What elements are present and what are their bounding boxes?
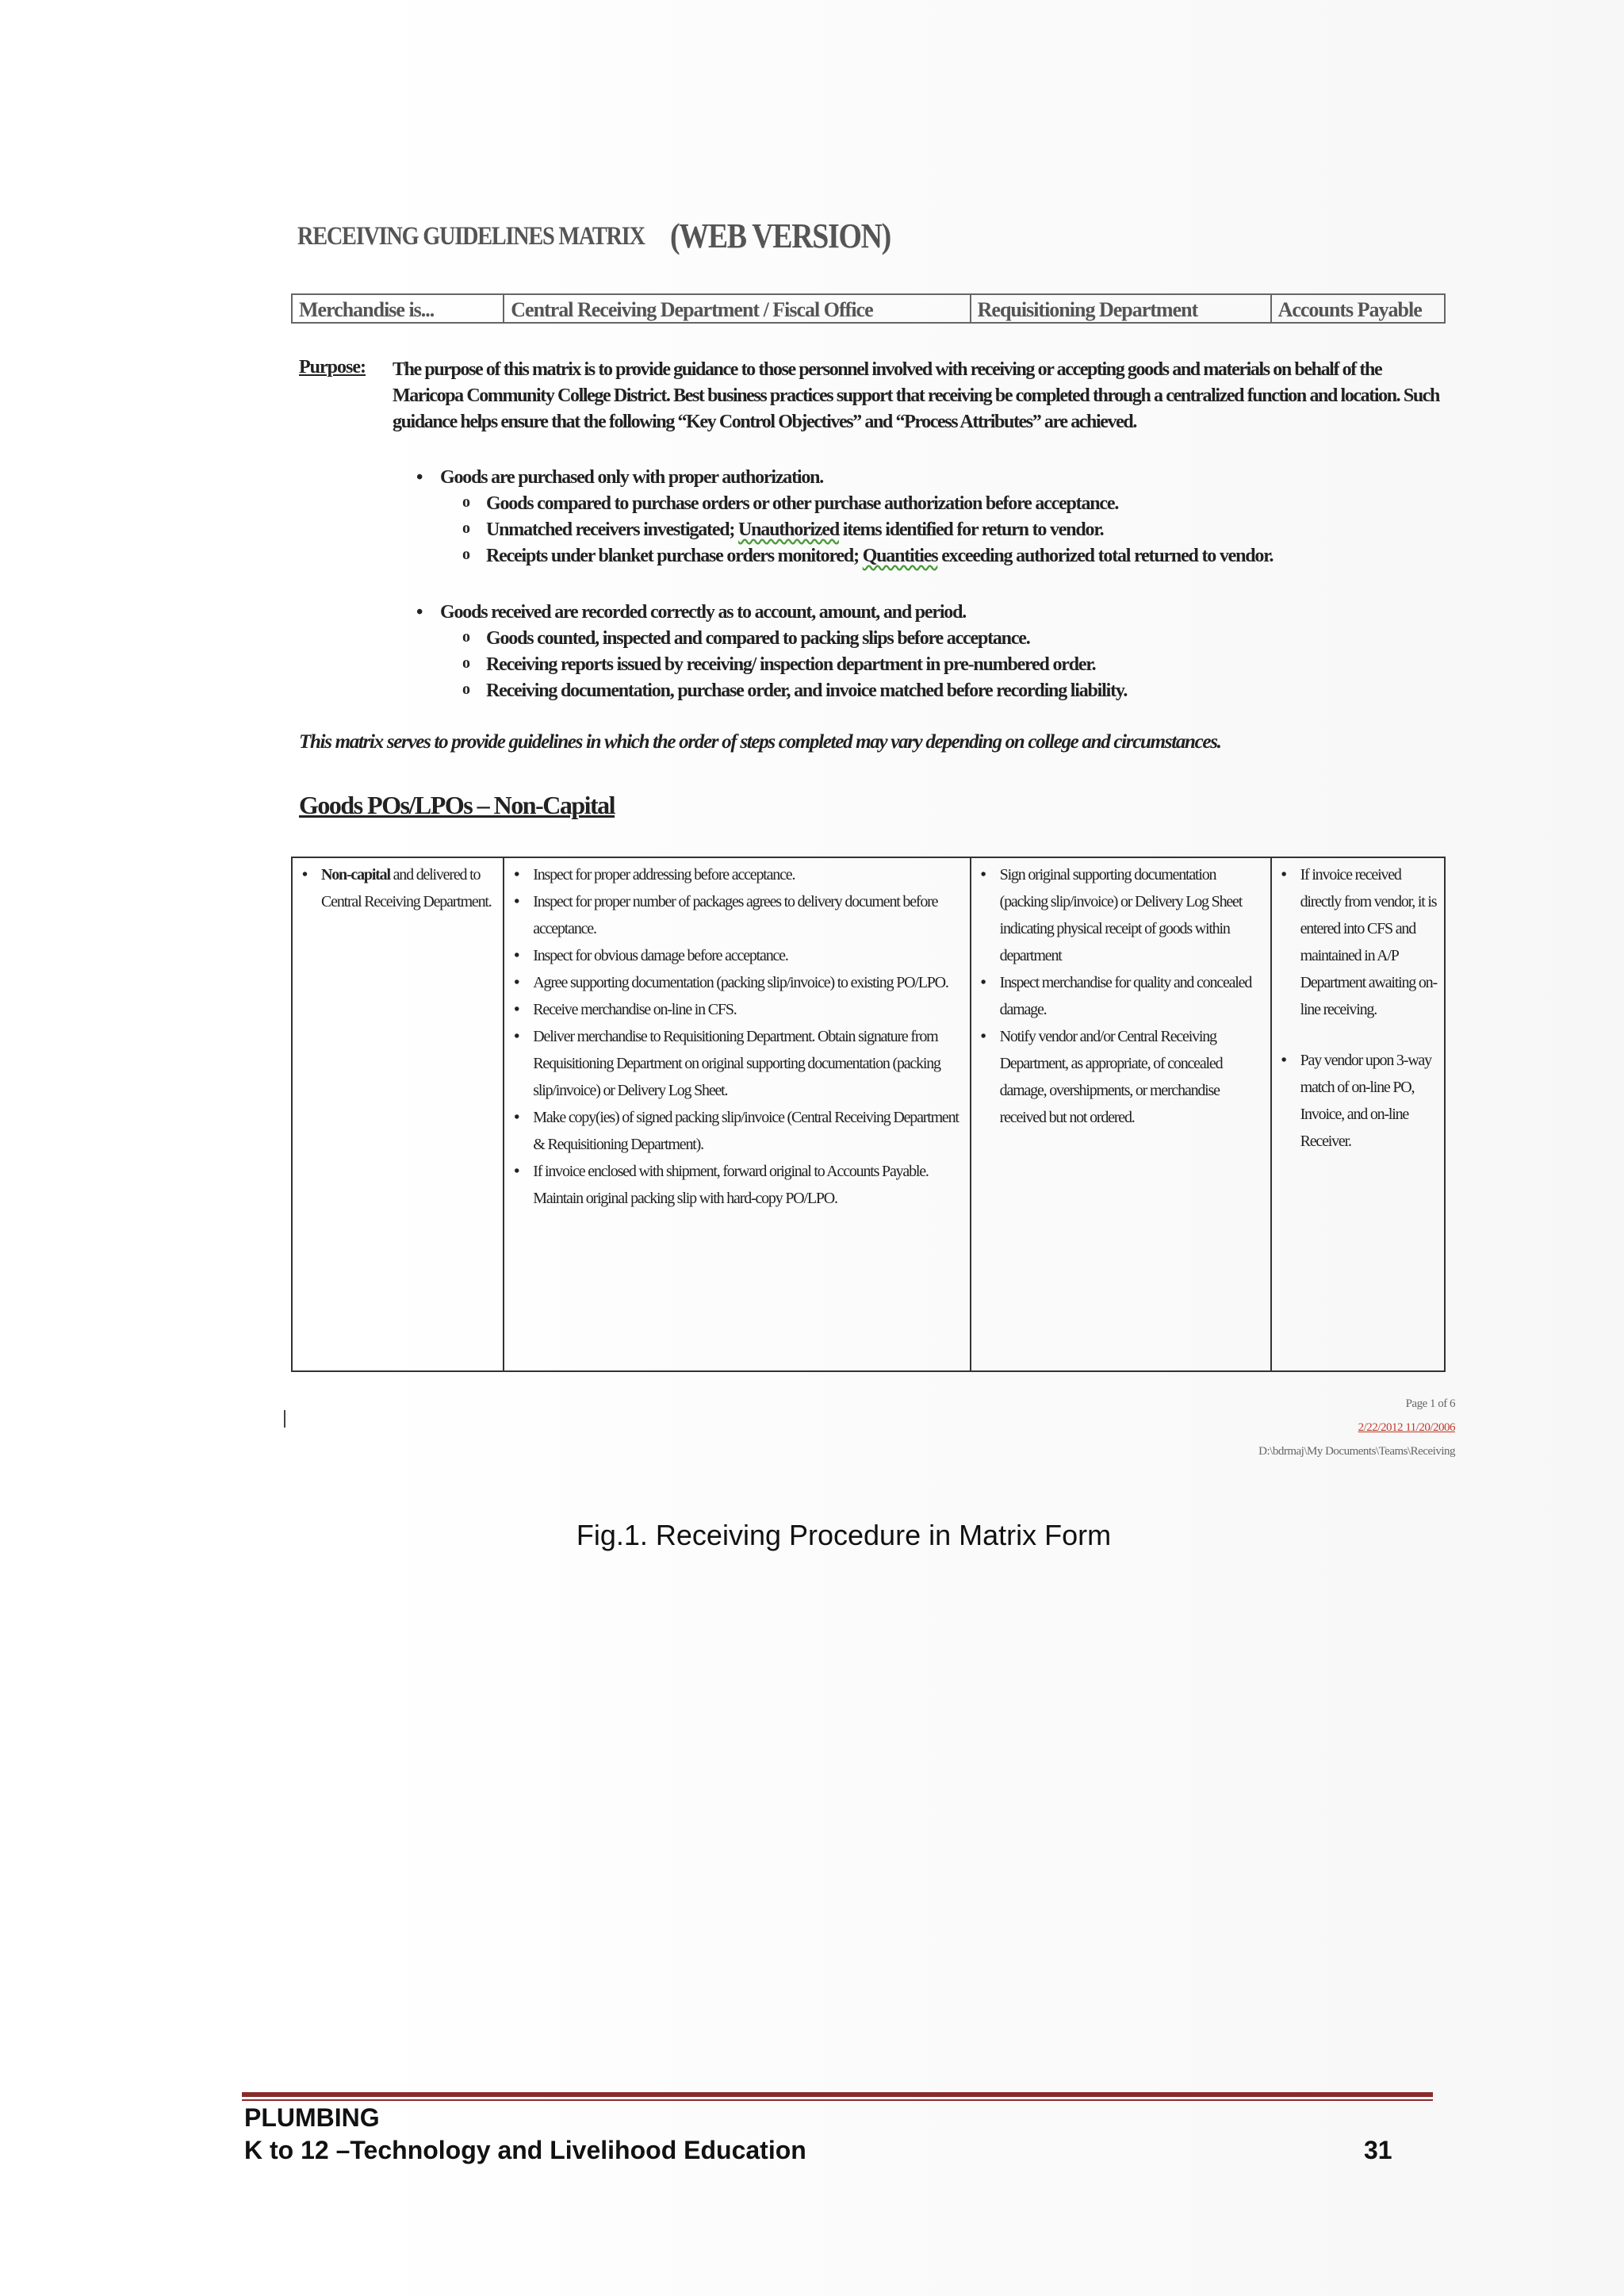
- list-item: • Deliver merchandise to Requisitioning Department. Obtain signature from Requisitioning Department on original supporting documentation (packing slip/invoice) or Delivery Log Sheet.: [509, 1023, 964, 1104]
- objective-sub-part: exceeding authorized total returned to vendor.: [941, 546, 1274, 566]
- objective-sub-part: Unmatched receivers investigated;: [486, 519, 735, 540]
- list-item: • Inspect for obvious damage before acceptance.: [509, 942, 964, 969]
- file-path: D:\bdrmaj\My Documents\Teams\Receiving: [1258, 1445, 1455, 1458]
- header-central-receiving: Central Receiving Department / Fiscal Office: [504, 295, 971, 322]
- column-requisitioning: [971, 858, 1272, 1370]
- objective-group-2: [416, 599, 1368, 704]
- page-footer-note: [1258, 1392, 1455, 1463]
- matrix-note: This matrix serves to provide guidelines in which the order of steps completed may vary depending on college and circumstances.: [299, 731, 1221, 753]
- list-item: [297, 861, 498, 915]
- objective-sub-part: items identified for return to vendor.: [842, 519, 1104, 540]
- item-text: and delivered to Central Receiving Department.: [321, 866, 492, 910]
- column-merchandise: [293, 858, 504, 1370]
- footer-course: K to 12 –Technology and Livelihood Education: [244, 2136, 806, 2164]
- footer-rule-thin: [242, 2099, 1433, 2101]
- column-central-receiving: [504, 858, 971, 1370]
- objective-sub: o Receiving reports issued by receiving/ inspection department in pre-numbered order.: [416, 652, 1368, 678]
- objective-sub-part: Receipts under blanket purchase orders monitored;: [486, 546, 859, 566]
- receiving-matrix-image: [282, 206, 1455, 1459]
- list-item: • Pay vendor upon 3-way match of on-line PO, Invoice, and on-line Receiver.: [1277, 1047, 1439, 1155]
- list-item: • Make copy(ies) of signed packing slip/invoice (Central Receiving Department & Requisitioning Department).: [509, 1104, 964, 1158]
- goods-matrix-table: [291, 857, 1446, 1372]
- footer-rule: [242, 2092, 1433, 2097]
- matrix-header-row: [291, 293, 1446, 324]
- objective-sub: o Goods counted, inspected and compared to packing slips before acceptance.: [416, 626, 1368, 652]
- column-accounts-payable: [1272, 858, 1444, 1370]
- header-accounts-payable: Accounts Payable: [1277, 298, 1422, 321]
- flagged-word: Unauthorized: [738, 519, 839, 540]
- objective-group-1: [416, 464, 1368, 569]
- header-requisitioning: Requisitioning Department: [971, 295, 1272, 322]
- web-version-label: (WEB VERSION): [670, 217, 891, 255]
- purpose-label: Purpose:: [299, 357, 366, 378]
- figure-caption: Fig.1. Receiving Procedure in Matrix Form: [576, 1519, 1112, 1551]
- page-number: 31: [1364, 2136, 1392, 2164]
- objective-sub: o Receiving documentation, purchase order, and invoice matched before recording liability.: [416, 678, 1368, 704]
- list-item: • Inspect merchandise for quality and concealed damage.: [976, 969, 1266, 1023]
- list-item: • If invoice received directly from vendor, it is entered into CFS and maintained in A/P Department awaiting on-line receiving.: [1277, 861, 1439, 1023]
- list-item: • Sign original supporting documentation (packing slip/invoice) or Delivery Log Sheet indicating physical receipt of goods within department: [976, 861, 1266, 969]
- objective-sub: [416, 517, 1368, 543]
- list-item: • Notify vendor and/or Central Receiving Department, as appropriate, of concealed damage, overshipments, or merchandise received but not ordered.: [976, 1023, 1266, 1131]
- section-title: Goods POs/LPOs – Non-Capital: [299, 791, 615, 819]
- header-merchandise: Merchandise is...: [293, 295, 504, 322]
- bold-term: Non-capital: [321, 866, 390, 884]
- flagged-word: Quantities: [862, 546, 938, 566]
- list-item: • Agree supporting documentation (packing slip/invoice) to existing PO/LPO.: [509, 969, 964, 996]
- list-item: • Inspect for proper addressing before acceptance.: [509, 861, 964, 888]
- purpose-text: The purpose of this matrix is to provide guidance to those personnel involved with receiving or accepting goods and materials on behalf of the Maricopa Community College District. Best business practices support that receiving be completed through a centralized function and location. Such guidance helps ensure that the following “Key Control Objectives” and “Process Attributes” are achieved.: [393, 359, 1439, 432]
- list-item: • If invoice enclosed with shipment, forward original to Accounts Payable. Maintain original packing slip with hard-copy PO/LPO.: [509, 1158, 964, 1212]
- text-cursor-mark: [284, 1410, 285, 1428]
- list-item: • Inspect for proper number of packages agrees to delivery document before acceptance.: [509, 888, 964, 942]
- objective-main: • Goods received are recorded correctly as to account, amount, and period.: [416, 599, 1368, 626]
- list-item: • Receive merchandise on-line in CFS.: [509, 996, 964, 1023]
- matrix-title: RECEIVING GUIDELINES MATRIX: [297, 222, 645, 251]
- objective-sub: [416, 543, 1368, 569]
- page-label: Page 1 of 6: [1405, 1397, 1455, 1410]
- footer-subject: PLUMBING: [244, 2103, 380, 2132]
- objective-main: • Goods are purchased only with proper authorization.: [416, 464, 1368, 491]
- objective-sub: o Goods compared to purchase orders or other purchase authorization before acceptance.: [416, 491, 1368, 517]
- revision-dates: 2/22/2012 11/20/2006: [1358, 1421, 1455, 1434]
